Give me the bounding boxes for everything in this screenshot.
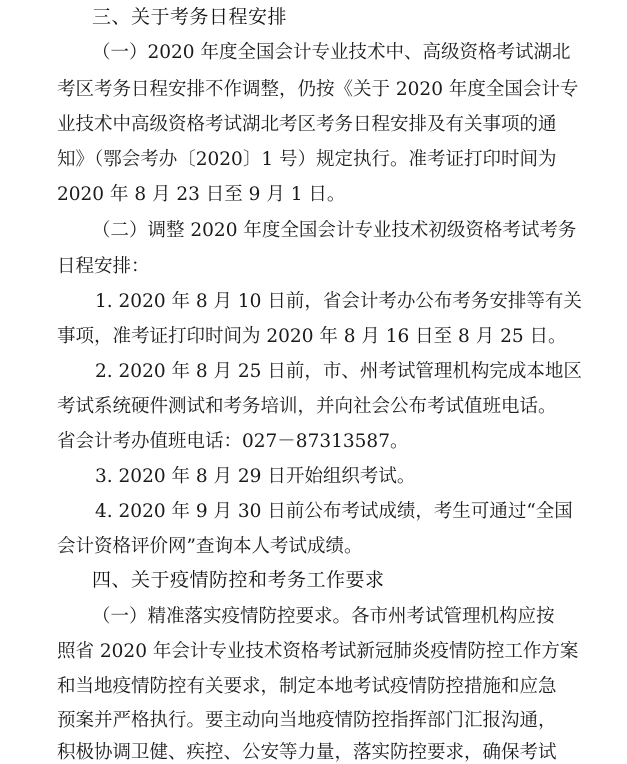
section-3-para-1-line-5: 2020 年 8 月 23 日至 9 月 1 日。 xyxy=(57,184,346,205)
section-4-para-1-line-4: 预案并严格执行。要主动向当地疫情防控指挥部门汇报沟通， xyxy=(57,710,557,731)
schedule-item-1-line-2: 事项，准考证打印时间为 2020 年 8 月 16 日至 8 月 25 日。 xyxy=(57,326,567,347)
section-3-para-2-line-2: 日程安排： xyxy=(57,256,150,277)
section-4-heading: 四、关于疫情防控和考务工作要求 xyxy=(92,569,385,591)
schedule-item-1-line-1: 1. 2020 年 8 月 10 日前，省会计考办公布考务安排等有关 xyxy=(95,291,582,312)
schedule-item-2-line-1: 2. 2020 年 8 月 25 日前，市、州考试管理机构完成本地区 xyxy=(95,361,582,382)
section-4-para-1-line-5: 积极协调卫健、疾控、公安等力量，落实防控要求，确保考试 xyxy=(57,742,557,763)
schedule-item-2-line-3: 省会计考办值班电话：027－87313587。 xyxy=(57,431,409,452)
schedule-item-3-line-1: 3. 2020 年 8 月 29 日开始组织考试。 xyxy=(95,466,416,487)
section-4-para-1-line-2: 照省 2020 年会计专业技术资格考试新冠肺炎疫情防控工作方案 xyxy=(57,641,579,662)
section-3-para-1-line-2: 考区考务日程安排不作调整，仍按《关于 2020 年度全国会计专 xyxy=(57,79,579,100)
schedule-item-2-line-2: 考试系统硬件测试和考务培训，并向社会公布考试值班电话。 xyxy=(57,396,557,417)
section-3-para-1-line-1: （一）2020 年度全国会计专业技术中、高级资格考试湖北 xyxy=(92,42,571,63)
section-3-para-1-line-4: 知》（鄂会考办〔2020〕1 号）规定执行。准考证打印时间为 xyxy=(57,149,557,170)
schedule-item-4-line-1: 4. 2020 年 9 月 30 日前公布考试成绩，考生可通过“全国 xyxy=(95,501,573,522)
schedule-item-4-line-2: 会计资格评价网”查询本人考试成绩。 xyxy=(57,536,363,557)
section-4-para-1-line-1: （一）精准落实疫情防控要求。各市州考试管理机构应按 xyxy=(92,606,555,627)
section-3-para-2-line-1: （二）调整 2020 年度全国会计专业技术初级资格考试考务 xyxy=(92,220,577,241)
section-3-heading: 三、关于考务日程安排 xyxy=(92,6,288,28)
section-3-para-1-line-3: 业技术中高级资格考试湖北考区考务日程安排及有关事项的通 xyxy=(57,114,557,135)
section-4-para-1-line-3: 和当地疫情防控有关要求，制定本地考试疫情防控措施和应急 xyxy=(57,676,557,697)
